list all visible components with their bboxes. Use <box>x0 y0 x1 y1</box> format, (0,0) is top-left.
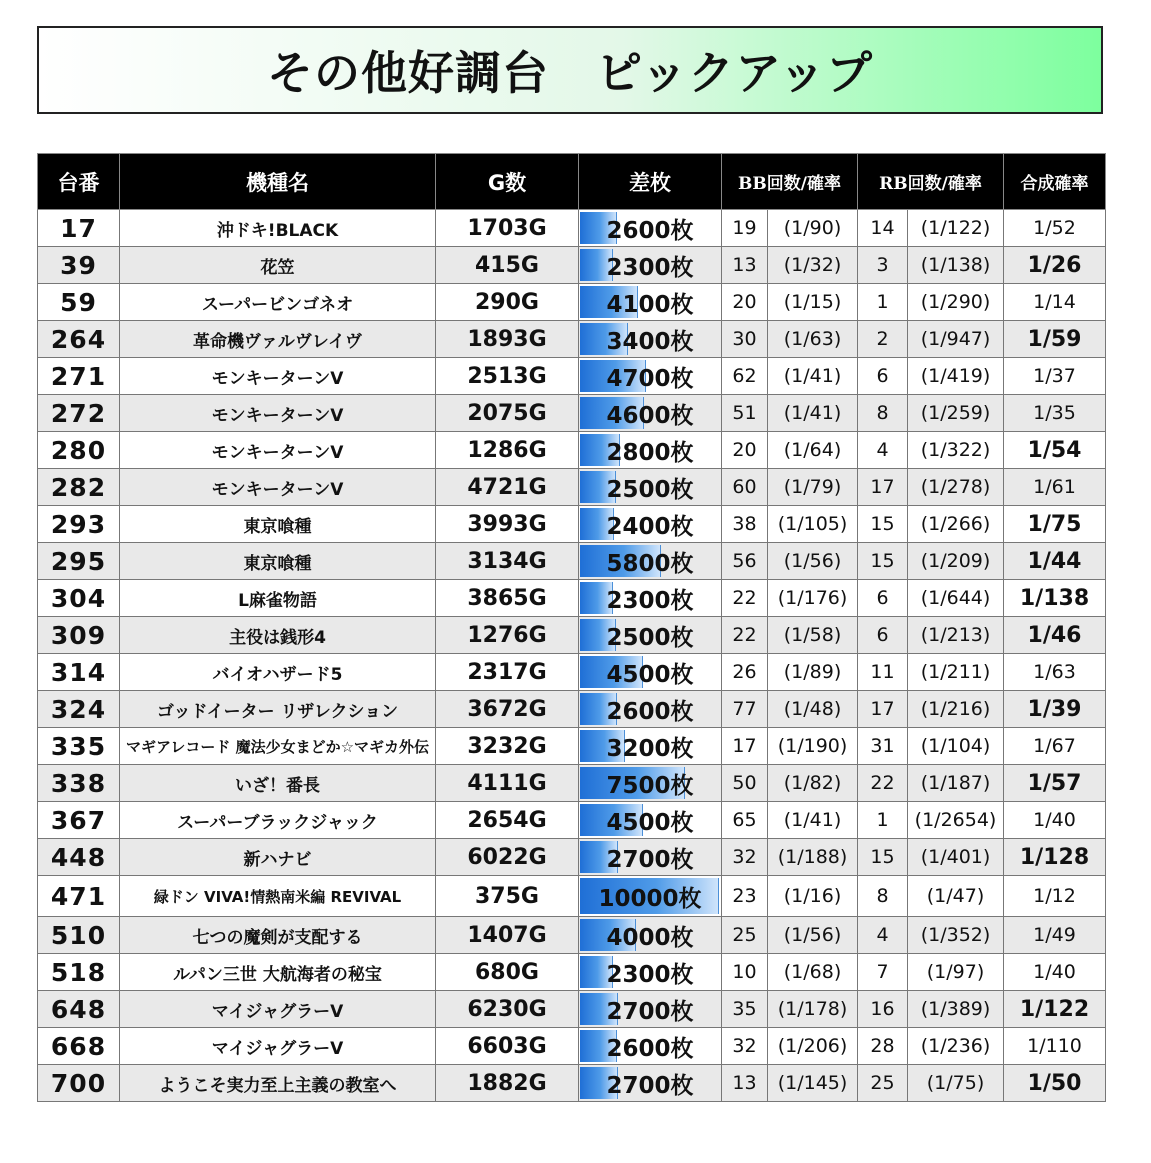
combined-probability: 1/61 <box>1004 469 1106 506</box>
combined-probability: 1/44 <box>1004 543 1106 580</box>
rb-probability: (1/419) <box>908 358 1004 395</box>
game-count: 4721G <box>436 469 579 506</box>
model-name: 革命機ヴァルヴレイヴ <box>120 321 436 358</box>
rb-count: 31 <box>858 728 908 765</box>
rb-count: 8 <box>858 395 908 432</box>
bb-count: 38 <box>722 506 768 543</box>
game-count: 3672G <box>436 691 579 728</box>
diff-value: 4100枚 <box>606 291 694 318</box>
header-num: 台番 <box>38 154 120 210</box>
bb-count: 13 <box>722 1065 768 1102</box>
rb-probability: (1/213) <box>908 617 1004 654</box>
diff-value: 3200枚 <box>606 735 694 762</box>
table-row <box>38 617 1106 654</box>
model-name: ゴッドイーター リザレクション <box>120 691 436 728</box>
bb-probability: (1/176) <box>768 580 858 617</box>
table-row <box>38 765 1106 802</box>
bb-probability: (1/90) <box>768 210 858 247</box>
rb-probability: (1/352) <box>908 917 1004 954</box>
machine-number: 271 <box>38 358 120 395</box>
rb-count: 22 <box>858 765 908 802</box>
bb-count: 13 <box>722 247 768 284</box>
rb-count: 25 <box>858 1065 908 1102</box>
game-count: 4111G <box>436 765 579 802</box>
game-count: 3865G <box>436 580 579 617</box>
rb-count: 4 <box>858 917 908 954</box>
rb-probability: (1/290) <box>908 284 1004 321</box>
table-row <box>38 358 1106 395</box>
bb-probability: (1/48) <box>768 691 858 728</box>
combined-probability: 1/50 <box>1004 1065 1106 1102</box>
game-count: 6230G <box>436 991 579 1028</box>
bb-probability: (1/145) <box>768 1065 858 1102</box>
table-row <box>38 728 1106 765</box>
combined-probability: 1/37 <box>1004 358 1106 395</box>
diff-cell <box>579 395 722 432</box>
game-count: 680G <box>436 954 579 991</box>
bb-probability: (1/32) <box>768 247 858 284</box>
bb-count: 60 <box>722 469 768 506</box>
combined-probability: 1/54 <box>1004 432 1106 469</box>
bb-count: 22 <box>722 580 768 617</box>
game-count: 3232G <box>436 728 579 765</box>
combined-probability: 1/12 <box>1004 876 1106 917</box>
combined-probability: 1/40 <box>1004 802 1106 839</box>
rb-probability: (1/122) <box>908 210 1004 247</box>
diff-cell <box>579 765 722 802</box>
model-name: マイジャグラーV <box>120 1028 436 1065</box>
page-title: その他好調台 ピックアップ <box>267 46 873 100</box>
diff-value: 2600枚 <box>606 698 694 725</box>
rb-probability: (1/322) <box>908 432 1004 469</box>
machine-number: 367 <box>38 802 120 839</box>
bb-count: 26 <box>722 654 768 691</box>
model-name: 東京喰種 <box>120 543 436 580</box>
bb-count: 10 <box>722 954 768 991</box>
rb-probability: (1/644) <box>908 580 1004 617</box>
diff-value: 10000枚 <box>598 885 702 912</box>
rb-probability: (1/259) <box>908 395 1004 432</box>
header-model: 機種名 <box>120 154 436 210</box>
machine-number: 510 <box>38 917 120 954</box>
diff-value: 4600枚 <box>606 402 694 429</box>
rb-probability: (1/47) <box>908 876 1004 917</box>
model-name: L麻雀物語 <box>120 580 436 617</box>
rb-count: 6 <box>858 358 908 395</box>
bb-count: 25 <box>722 917 768 954</box>
diff-cell <box>579 506 722 543</box>
machine-number: 295 <box>38 543 120 580</box>
header-combined: 合成確率 <box>1004 154 1106 210</box>
bb-probability: (1/64) <box>768 432 858 469</box>
rb-probability: (1/216) <box>908 691 1004 728</box>
game-count: 2513G <box>436 358 579 395</box>
bb-probability: (1/56) <box>768 917 858 954</box>
combined-probability: 1/35 <box>1004 395 1106 432</box>
machine-number: 59 <box>38 284 120 321</box>
diff-value: 2600枚 <box>606 1035 694 1062</box>
rb-count: 17 <box>858 469 908 506</box>
rb-count: 17 <box>858 691 908 728</box>
bb-count: 20 <box>722 284 768 321</box>
model-name: モンキーターンV <box>120 469 436 506</box>
diff-value: 7500枚 <box>606 772 694 799</box>
model-name: ようこそ実力至上主義の教室へ <box>120 1065 436 1102</box>
diff-value: 2500枚 <box>606 476 694 503</box>
model-name: 緑ドン VIVA!情熱南米編 REVIVAL <box>120 876 436 917</box>
rb-count: 6 <box>858 580 908 617</box>
combined-probability: 1/128 <box>1004 839 1106 876</box>
model-name: モンキーターンV <box>120 358 436 395</box>
game-count: 2317G <box>436 654 579 691</box>
combined-probability: 1/46 <box>1004 617 1106 654</box>
model-name: 沖ドキ!BLACK <box>120 210 436 247</box>
diff-cell <box>579 728 722 765</box>
rb-count: 1 <box>858 802 908 839</box>
diff-value: 2400枚 <box>606 513 694 540</box>
bb-probability: (1/82) <box>768 765 858 802</box>
diff-value: 2500枚 <box>606 624 694 651</box>
table-row <box>38 580 1106 617</box>
bb-probability: (1/79) <box>768 469 858 506</box>
rb-probability: (1/104) <box>908 728 1004 765</box>
rb-probability: (1/211) <box>908 654 1004 691</box>
diff-cell <box>579 954 722 991</box>
bb-count: 65 <box>722 802 768 839</box>
model-name: モンキーターンV <box>120 432 436 469</box>
combined-probability: 1/39 <box>1004 691 1106 728</box>
game-count: 2654G <box>436 802 579 839</box>
table-row <box>38 395 1106 432</box>
diff-cell <box>579 580 722 617</box>
diff-cell <box>579 432 722 469</box>
game-count: 6022G <box>436 839 579 876</box>
model-name: マギアレコード 魔法少女まどか☆マギカ外伝 <box>120 728 436 765</box>
diff-cell <box>579 321 722 358</box>
bb-count: 30 <box>722 321 768 358</box>
bb-probability: (1/105) <box>768 506 858 543</box>
diff-value: 2300枚 <box>606 254 694 281</box>
diff-cell <box>579 654 722 691</box>
title-banner <box>37 26 1103 114</box>
bb-count: 56 <box>722 543 768 580</box>
rb-count: 15 <box>858 839 908 876</box>
model-name: 七つの魔剣が支配する <box>120 917 436 954</box>
game-count: 1703G <box>436 210 579 247</box>
model-name: 東京喰種 <box>120 506 436 543</box>
diff-value: 2700枚 <box>606 1072 694 1099</box>
combined-probability: 1/67 <box>1004 728 1106 765</box>
machine-number: 309 <box>38 617 120 654</box>
game-count: 1407G <box>436 917 579 954</box>
model-name: スーパーブラックジャック <box>120 802 436 839</box>
model-name: モンキーターンV <box>120 395 436 432</box>
rb-probability: (1/389) <box>908 991 1004 1028</box>
bb-probability: (1/41) <box>768 802 858 839</box>
rb-count: 16 <box>858 991 908 1028</box>
diff-cell <box>579 917 722 954</box>
model-name: ルパン三世 大航海者の秘宝 <box>120 954 436 991</box>
diff-cell <box>579 1065 722 1102</box>
bb-probability: (1/15) <box>768 284 858 321</box>
table-row <box>38 1065 1106 1102</box>
combined-probability: 1/57 <box>1004 765 1106 802</box>
combined-probability: 1/14 <box>1004 284 1106 321</box>
table-row <box>38 469 1106 506</box>
game-count: 1893G <box>436 321 579 358</box>
model-name: 新ハナビ <box>120 839 436 876</box>
table-row <box>38 543 1106 580</box>
diff-value: 4000枚 <box>606 924 694 951</box>
diff-cell <box>579 247 722 284</box>
bb-probability: (1/56) <box>768 543 858 580</box>
bb-count: 50 <box>722 765 768 802</box>
table-row <box>38 954 1106 991</box>
combined-probability: 1/122 <box>1004 991 1106 1028</box>
machine-number: 338 <box>38 765 120 802</box>
header-rb: RB回数/確率 <box>858 154 1004 210</box>
bb-count: 19 <box>722 210 768 247</box>
rb-probability: (1/947) <box>908 321 1004 358</box>
combined-probability: 1/59 <box>1004 321 1106 358</box>
table-row <box>38 839 1106 876</box>
diff-value: 2700枚 <box>606 846 694 873</box>
combined-probability: 1/138 <box>1004 580 1106 617</box>
bb-count: 77 <box>722 691 768 728</box>
bb-count: 20 <box>722 432 768 469</box>
diff-cell <box>579 691 722 728</box>
diff-value: 2300枚 <box>606 587 694 614</box>
machine-number: 448 <box>38 839 120 876</box>
rb-count: 3 <box>858 247 908 284</box>
diff-cell <box>579 802 722 839</box>
bb-probability: (1/206) <box>768 1028 858 1065</box>
table-row <box>38 876 1106 917</box>
machine-number: 324 <box>38 691 120 728</box>
bb-count: 32 <box>722 1028 768 1065</box>
bb-probability: (1/190) <box>768 728 858 765</box>
rb-count: 28 <box>858 1028 908 1065</box>
model-name: いざ！番長 <box>120 765 436 802</box>
bb-count: 51 <box>722 395 768 432</box>
bb-probability: (1/16) <box>768 876 858 917</box>
table-row <box>38 917 1106 954</box>
machine-number: 282 <box>38 469 120 506</box>
diff-value: 4700枚 <box>606 365 694 392</box>
game-count: 6603G <box>436 1028 579 1065</box>
diff-value: 4500枚 <box>606 661 694 688</box>
rb-probability: (1/266) <box>908 506 1004 543</box>
table-row <box>38 1028 1106 1065</box>
rb-count: 14 <box>858 210 908 247</box>
machine-number: 648 <box>38 991 120 1028</box>
table-row <box>38 210 1106 247</box>
bb-probability: (1/58) <box>768 617 858 654</box>
rb-probability: (1/2654) <box>908 802 1004 839</box>
rb-probability: (1/75) <box>908 1065 1004 1102</box>
machine-number: 304 <box>38 580 120 617</box>
table-row <box>38 284 1106 321</box>
rb-probability: (1/209) <box>908 543 1004 580</box>
diff-value: 2600枚 <box>606 217 694 244</box>
diff-cell <box>579 284 722 321</box>
model-name: マイジャグラーV <box>120 991 436 1028</box>
combined-probability: 1/110 <box>1004 1028 1106 1065</box>
diff-cell <box>579 210 722 247</box>
game-count: 1276G <box>436 617 579 654</box>
diff-cell <box>579 543 722 580</box>
model-name: スーパービンゴネオ <box>120 284 436 321</box>
rb-probability: (1/97) <box>908 954 1004 991</box>
game-count: 290G <box>436 284 579 321</box>
rb-probability: (1/401) <box>908 839 1004 876</box>
machine-number: 39 <box>38 247 120 284</box>
model-name: バイオハザード5 <box>120 654 436 691</box>
bb-count: 22 <box>722 617 768 654</box>
bb-probability: (1/188) <box>768 839 858 876</box>
machine-number: 272 <box>38 395 120 432</box>
machine-number: 17 <box>38 210 120 247</box>
diff-value: 3400枚 <box>606 328 694 355</box>
diff-cell <box>579 839 722 876</box>
rb-count: 1 <box>858 284 908 321</box>
combined-probability: 1/49 <box>1004 917 1106 954</box>
header-bb: BB回数/確率 <box>722 154 858 210</box>
machine-number: 700 <box>38 1065 120 1102</box>
rb-count: 6 <box>858 617 908 654</box>
bb-count: 35 <box>722 991 768 1028</box>
game-count: 1286G <box>436 432 579 469</box>
rb-count: 15 <box>858 506 908 543</box>
rb-count: 8 <box>858 876 908 917</box>
rb-count: 4 <box>858 432 908 469</box>
bb-probability: (1/41) <box>768 358 858 395</box>
rb-probability: (1/236) <box>908 1028 1004 1065</box>
header-games: G数 <box>436 154 579 210</box>
diff-cell <box>579 876 722 917</box>
table-row <box>38 506 1106 543</box>
bb-count: 23 <box>722 876 768 917</box>
diff-cell <box>579 469 722 506</box>
bb-count: 17 <box>722 728 768 765</box>
bb-probability: (1/89) <box>768 654 858 691</box>
diff-cell <box>579 617 722 654</box>
combined-probability: 1/52 <box>1004 210 1106 247</box>
table-row <box>38 247 1106 284</box>
header-diff: 差枚 <box>579 154 722 210</box>
combined-probability: 1/75 <box>1004 506 1106 543</box>
bb-probability: (1/68) <box>768 954 858 991</box>
table-row <box>38 691 1106 728</box>
rb-probability: (1/187) <box>908 765 1004 802</box>
machine-number: 471 <box>38 876 120 917</box>
rb-probability: (1/278) <box>908 469 1004 506</box>
machine-number: 293 <box>38 506 120 543</box>
rb-probability: (1/138) <box>908 247 1004 284</box>
diff-value: 2700枚 <box>606 998 694 1025</box>
diff-value: 2300枚 <box>606 961 694 988</box>
game-count: 3134G <box>436 543 579 580</box>
machine-number: 668 <box>38 1028 120 1065</box>
combined-probability: 1/40 <box>1004 954 1106 991</box>
combined-probability: 1/26 <box>1004 247 1106 284</box>
combined-probability: 1/63 <box>1004 654 1106 691</box>
pickup-table <box>37 153 1106 1102</box>
machine-number: 264 <box>38 321 120 358</box>
bb-count: 32 <box>722 839 768 876</box>
rb-count: 2 <box>858 321 908 358</box>
diff-cell <box>579 1028 722 1065</box>
machine-number: 518 <box>38 954 120 991</box>
game-count: 375G <box>436 876 579 917</box>
diff-cell <box>579 358 722 395</box>
rb-count: 11 <box>858 654 908 691</box>
game-count: 3993G <box>436 506 579 543</box>
table-row <box>38 991 1106 1028</box>
rb-count: 7 <box>858 954 908 991</box>
machine-number: 314 <box>38 654 120 691</box>
game-count: 1882G <box>436 1065 579 1102</box>
diff-value: 5800枚 <box>606 550 694 577</box>
machine-number: 280 <box>38 432 120 469</box>
rb-count: 15 <box>858 543 908 580</box>
bb-probability: (1/63) <box>768 321 858 358</box>
table-row <box>38 432 1106 469</box>
diff-value: 4500枚 <box>606 809 694 836</box>
bb-count: 62 <box>722 358 768 395</box>
game-count: 415G <box>436 247 579 284</box>
bb-probability: (1/41) <box>768 395 858 432</box>
model-name: 主役は銭形4 <box>120 617 436 654</box>
game-count: 2075G <box>436 395 579 432</box>
model-name: 花笠 <box>120 247 436 284</box>
machine-number: 335 <box>38 728 120 765</box>
table-row <box>38 654 1106 691</box>
bb-probability: (1/178) <box>768 991 858 1028</box>
diff-cell <box>579 991 722 1028</box>
table-row <box>38 321 1106 358</box>
header-row <box>38 154 1106 210</box>
table-row <box>38 802 1106 839</box>
diff-value: 2800枚 <box>606 439 694 466</box>
